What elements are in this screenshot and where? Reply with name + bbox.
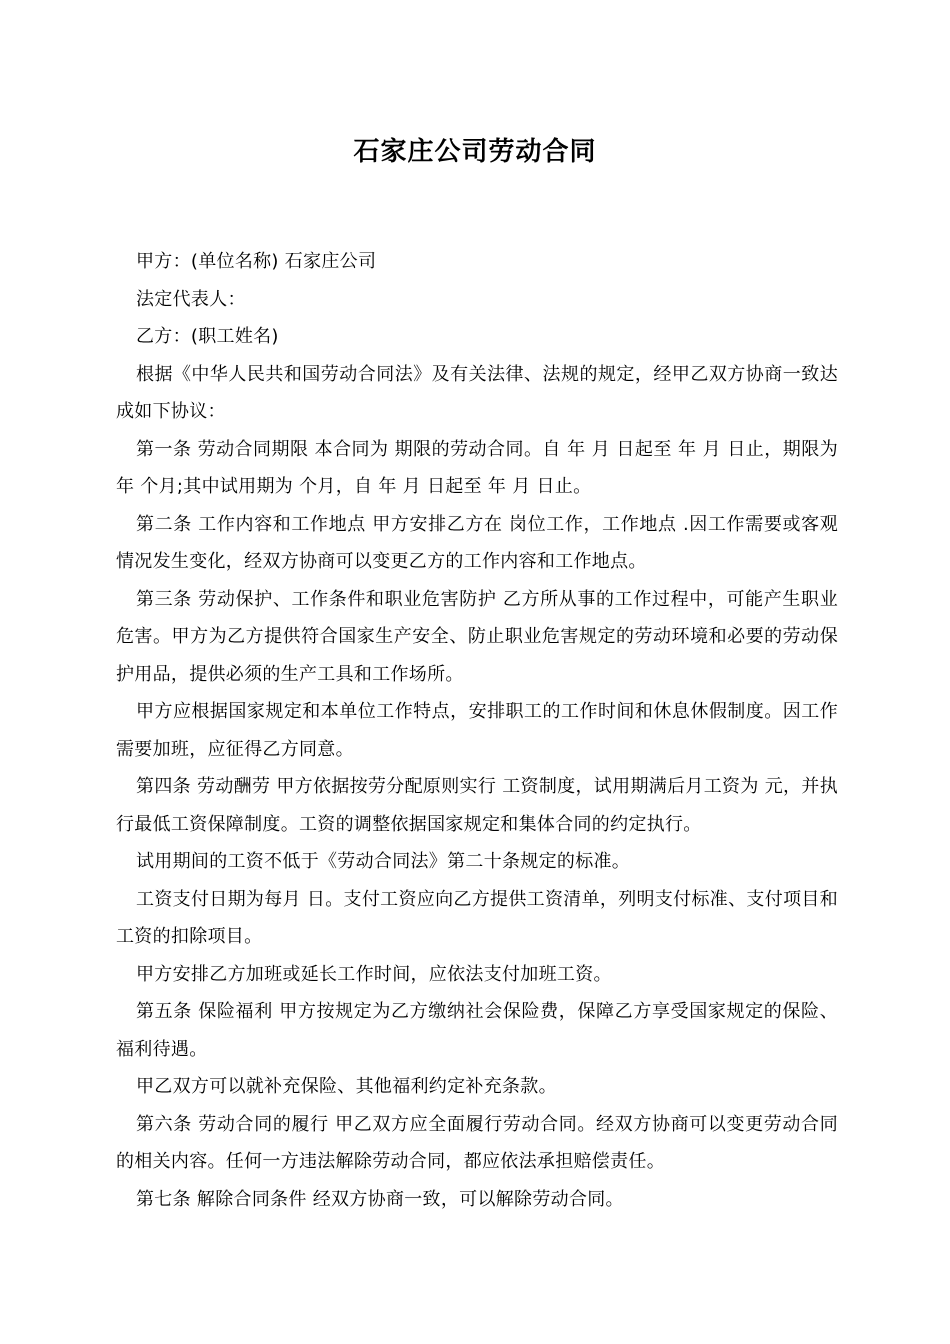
article-4-remuneration: 第四条 劳动酬劳 甲方依据按劳分配原则实行 工资制度，试用期满后月工资为 元，并执行最低工资保障制度。工资的调整依据国家规定和集体合同的约定执行。 bbox=[116, 776, 838, 835]
article-3-labor-protection: 第三条 劳动保护、工作条件和职业危害防护 乙方所从事的工作过程中，可能产生职业危害。甲方为乙方提供符合国家生产安全、防止职业危害规定的劳动环境和必要的劳动保护用品，提供必须的生产工具和工作场所。 bbox=[116, 588, 838, 685]
legal-representative-line: 法定代表人： bbox=[136, 288, 246, 310]
document-title: 石家庄公司劳动合同 bbox=[353, 137, 597, 167]
document-body bbox=[116, 243, 838, 1218]
article-2-work-content: 第二条 工作内容和工作地点 甲方安排乙方在 岗位工作，工作地点 .因工作需要或客观情况发生变化，经双方协商可以变更乙方的工作内容和工作地点。 bbox=[116, 513, 838, 572]
party-a-line: 甲方：(单位名称) 石家庄公司 bbox=[136, 251, 377, 272]
article-1-contract-term: 第一条 劳动合同期限 本合同为 期限的劳动合同。自 年 月 日起至 年 月 日止，期限为 年 个月;其中试用期为 个月，自 年 月 日起至 年 月 日止。 bbox=[116, 438, 838, 497]
preamble-paragraph: 根据《中华人民共和国劳动合同法》及有关法律、法规的规定，经甲乙双方协商一致达成如下协议： bbox=[116, 363, 838, 422]
article-6-performance: 第六条 劳动合同的履行 甲乙双方应全面履行劳动合同。经双方协商可以变更劳动合同的相关内容。任何一方违法解除劳动合同，都应依法承担赔偿责任。 bbox=[116, 1113, 838, 1172]
probation-wage-paragraph: 试用期间的工资不低于《劳动合同法》第二十条规定的标准。 bbox=[136, 851, 631, 872]
overtime-pay-paragraph: 甲方安排乙方加班或延长工作时间，应依法支付加班工资。 bbox=[136, 963, 612, 985]
article-5-insurance-welfare: 第五条 保险福利 甲方按规定为乙方缴纳社会保险费，保障乙方享受国家规定的保险、福利待遇。 bbox=[116, 1001, 838, 1060]
payday-paragraph: 工资支付日期为每月 日。支付工资应向乙方提供工资清单，列明支付标准、支付项目和工资的扣除项目。 bbox=[116, 888, 838, 947]
article-7-termination: 第七条 解除合同条件 经双方协商一致，可以解除劳动合同。 bbox=[136, 1188, 624, 1210]
working-hours-paragraph: 甲方应根据国家规定和本单位工作特点，安排职工的工作时间和休息休假制度。因工作需要加班，应征得乙方同意。 bbox=[116, 701, 838, 760]
supplementary-insurance-paragraph: 甲乙双方可以就补充保险、其他福利约定补充条款。 bbox=[136, 1076, 557, 1097]
party-b-line: 乙方：(职工姓名) bbox=[136, 326, 279, 347]
